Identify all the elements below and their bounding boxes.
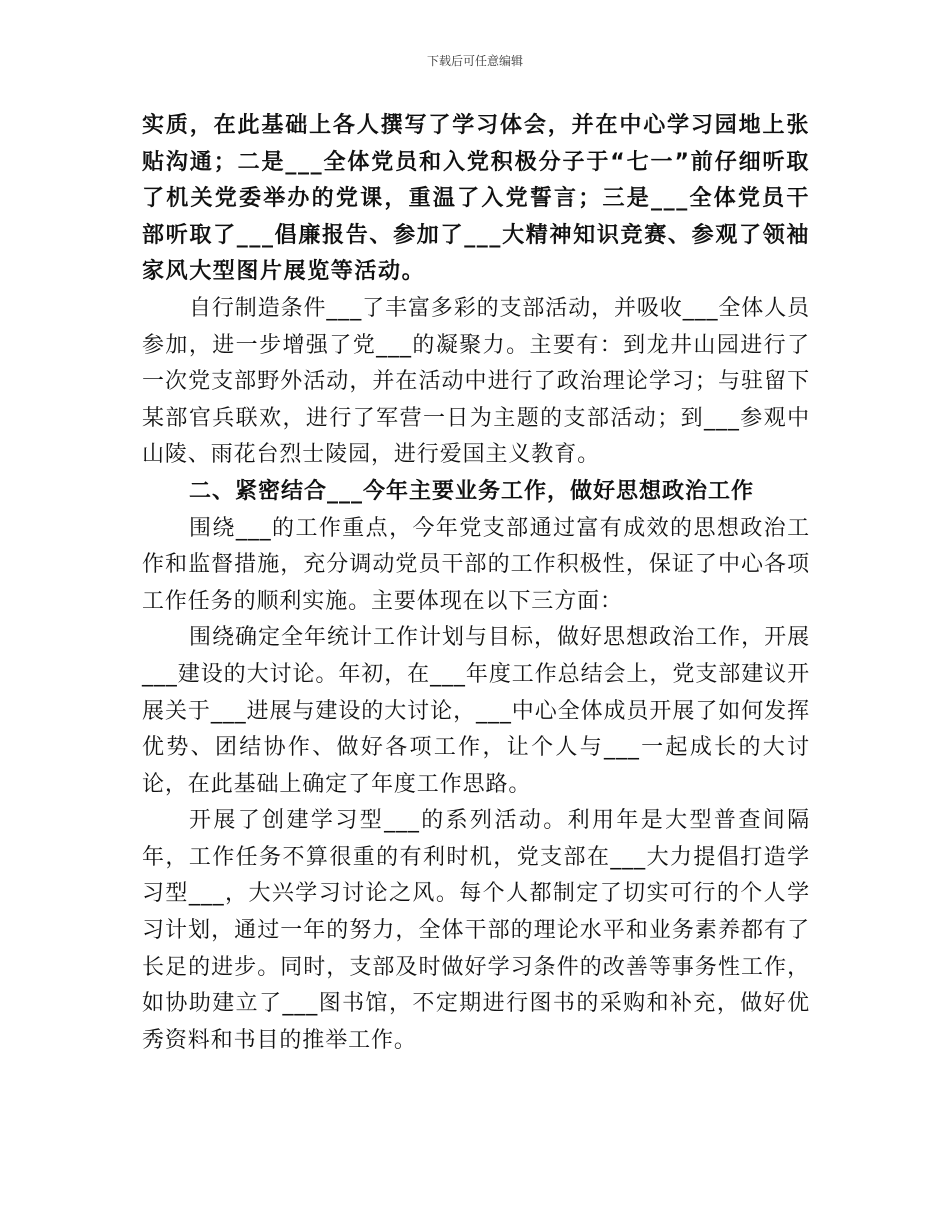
paragraph-branch-activities: 自行制造条件___了丰富多彩的支部活动，并吸收___全体人员参加，进一步增强了党___的凝聚力。主要有：到龙井山园进行了一次党支部野外活动，并在活动中进行了政治理论学习；与驻留下某部官兵联欢，进行了军营一日为主题的支部活动；到___参观中山陵、雨花台烈士陵园，进行爱国主义教育。: [142, 295, 811, 468]
paragraph-activities-summary: 实质，在此基础上各人撰写了学习体会，并在中心学习园地上张贴沟通；二是___全体党员和入党积极分子于“七一”前仔细听取了机关党委举办的党课，重温了入党誓言；三是___全体党员干部听取了___倡廉报告、参加了___大精神知识竞赛、参观了领袖家风大型图片展览等活动。: [142, 113, 810, 285]
section-heading-2: 二、紧密结合___今年主要业务工作，做好思想政治工作: [189, 478, 755, 504]
paragraph-work-focus: 围绕___的工作重点，今年党支部通过富有成效的思想政治工作和监督措施，充分调动党员干部的工作积极性，保证了中心各项工作任务的顺利实施。主要体现在以下三方面：: [142, 515, 810, 614]
paragraph-annual-plan: 围绕确定全年统计工作计划与目标，做好思想政治工作，开展___建设的大讨论。年初，在___年度工作总结会上，党支部建议开展关于___进展与建设的大讨论，___中心全体成员开展了如何发挥优势、团结协作、做好各项工作，让个人与___一起成长的大讨论，在此基础上确定了年度工作思路。: [142, 625, 810, 797]
document-body: [142, 108, 810, 1059]
page-header: 下载后可任意编辑: [426, 54, 523, 68]
paragraph-learning-organization: 开展了创建学习型___的系列活动。利用年是大型普查间隔年，工作任务不算很重的有利时机，党支部在___大力提倡打造学习型___，大兴学习讨论之风。每个人都制定了切实可行的个人学习计划，通过一年的努力，全体干部的理论水平和业务素养都有了长足的进步。同时，支部及时做好学习条件的改善等事务性工作，如协助建立了___图书馆，不定期进行图书的采购和补充，做好优秀资料和书目的推举工作。: [142, 808, 810, 1053]
